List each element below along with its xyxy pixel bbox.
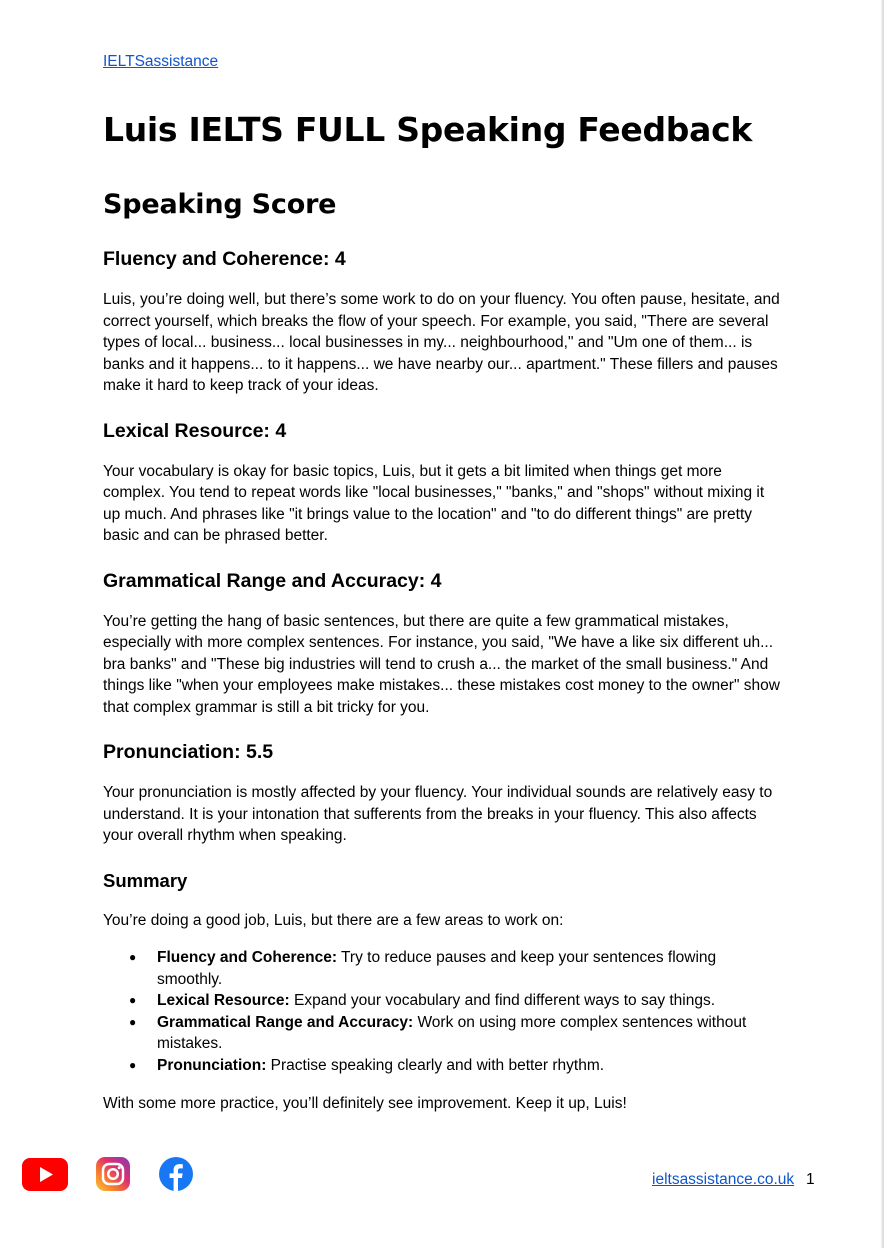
criterion-text-pronunciation: Your pronunciation is mostly affected by your fluency. Your individual sounds are relatively easy to understand. It is your intonation that sufferents from the breaks in your fluency. This also affects your overall rhythm when speaking. (103, 784, 773, 844)
footer-website-link[interactable]: ieltsassistance.co.uk (652, 1171, 795, 1188)
list-item-text: Work on using more complex sentences without mistakes. (157, 1013, 747, 1052)
closing-text: With some more practice, you’ll definitely see improvement. Keep it up, Luis! (103, 1095, 627, 1112)
criterion-heading-fluency: Fluency and Coherence: 4 (103, 248, 346, 270)
list-item-text: Practise speaking clearly and with better rhythm. (266, 1056, 605, 1074)
criterion-text-grammar: You’re getting the hang of basic sentences, but there are quite a few grammatical mistakes, especially with more complex sentences. For instance, you said, "We have a like six different uh... bra banks" and "These big industries will tend to crush a... the market of the small business." And things like "when your employees make mistakes... these mistakes cost money to the owner" show that complex grammar is still a bit tricky for you. (103, 612, 780, 716)
list-item-label: Lexical Resource: (157, 992, 290, 1009)
page-number: 1 (806, 1171, 815, 1188)
instagram-icon[interactable] (96, 1157, 130, 1191)
header-link[interactable]: IELTSassistance (103, 53, 219, 70)
list-item (157, 1055, 783, 1077)
list-item-label: Grammatical Range and Accuracy: (157, 1013, 414, 1031)
list-item-label: Fluency and Coherence: (157, 949, 338, 966)
summary-list (103, 947, 783, 1076)
document-body (103, 52, 783, 1115)
document-title: Luis IELTS FULL Speaking Feedback (103, 110, 752, 149)
page-footer (0, 1156, 884, 1196)
criterion-text-lexical: Your vocabulary is okay for basic topics, Luis, but it gets a bit limited when things get more complex. You tend to repeat words like "local businesses," "banks," and "shops" without mixing it up much. And phrases like "it brings value to the location" and "to do different things" are pretty basic and can be phrased better. (103, 462, 765, 544)
criterion-heading-pronunciation: Pronunciation: 5.5 (103, 741, 274, 763)
list-item (157, 1012, 783, 1055)
criterion-text-fluency: Luis, you’re doing well, but there’s some work to do on your fluency. You often pause, hesitate, and correct yourself, which breaks the flow of your speech. For example, you said, "There are several types of local... business... local businesses in my... neighbourhood," and "Um one of them... is banks and it happens... to it happens... we have nearby our... apartment." These fillers and pauses make it hard to keep track of your ideas. (103, 291, 780, 394)
summary-intro: You’re doing a good job, Luis, but there are a few areas to work on: (103, 911, 564, 929)
list-item (157, 947, 783, 990)
criterion-heading-grammar: Grammatical Range and Accuracy: 4 (103, 569, 442, 592)
facebook-icon[interactable] (159, 1157, 193, 1191)
list-item (157, 990, 783, 1012)
youtube-icon[interactable] (22, 1158, 68, 1191)
section-title: Speaking Score (103, 189, 337, 220)
list-item-label: Pronunciation: (157, 1056, 267, 1074)
list-item-text: Expand your vocabulary and find different ways to say things. (289, 992, 716, 1009)
list-item-text: Try to reduce pauses and keep your sentences flowing smoothly. (157, 949, 717, 988)
criterion-heading-lexical: Lexical Resource: 4 (103, 419, 287, 442)
summary-heading: Summary (103, 869, 188, 891)
